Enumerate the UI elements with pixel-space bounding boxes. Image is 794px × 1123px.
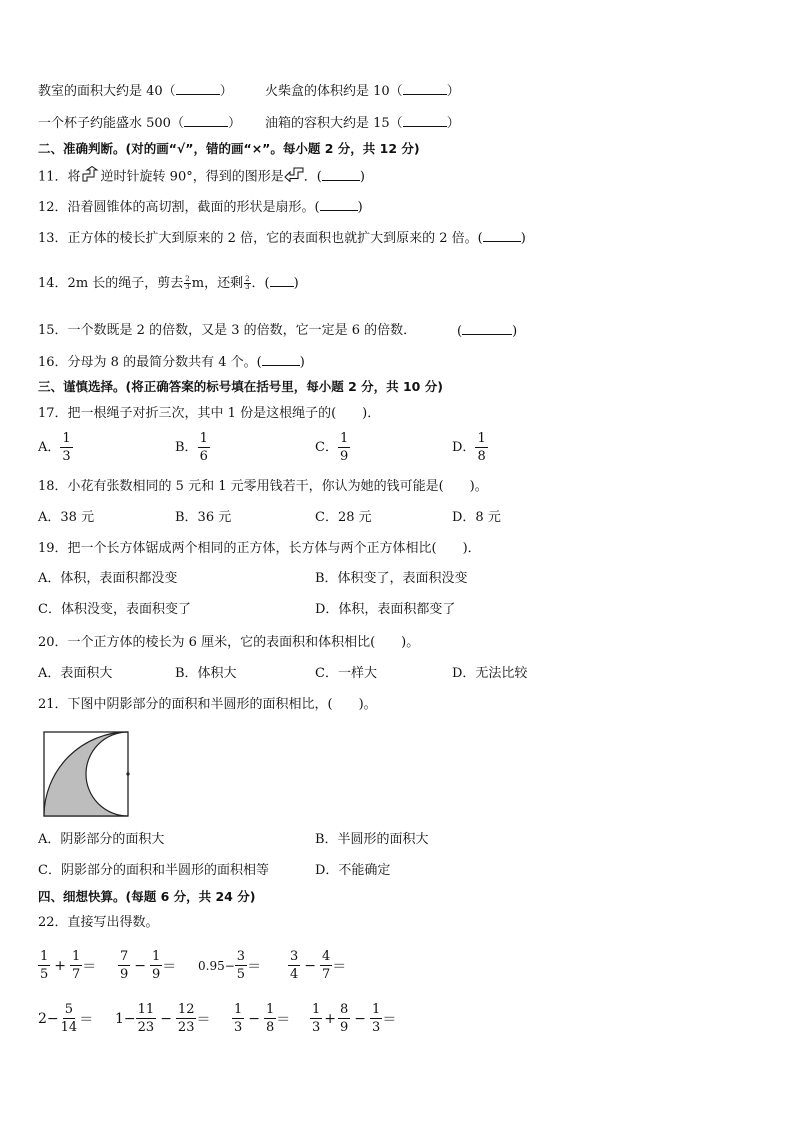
answer-blank[interactable] <box>184 114 228 127</box>
fraction: $\frac{1}{9}$ <box>339 431 349 464</box>
rotated-arrow-shape-icon <box>284 166 304 188</box>
question-15-answer: ( ) <box>457 324 518 339</box>
option-19-d[interactable]: D．体积，表面积都变了 <box>315 602 456 617</box>
question-13: 13．正方体的棱长扩大到原来的 2 倍，它的表面积也就扩大到原来的 2 倍。( ) <box>38 231 526 246</box>
fill-line-2: 一个杯子约能盛水 500（ ） <box>38 116 241 131</box>
calc-2-4: $\frac{1}{3}$ + $\frac{8}{9}$ − $\frac{1}{3}$ ＝ <box>312 1002 397 1035</box>
question-21: 21．下图中阴影部分的面积和半圆形的面积相比，( )。 <box>38 697 377 712</box>
answer-blank[interactable] <box>462 322 512 335</box>
fill-line-1-right: 火柴盒的体积约是 10（ ） <box>265 84 460 99</box>
answer-blank[interactable] <box>270 274 294 287</box>
option-18-c[interactable]: C．28 元 <box>315 510 372 525</box>
option-21-a[interactable]: A．阴影部分的面积大 <box>38 832 165 847</box>
calc-1-1: $\frac{1}{5}$ + $\frac{1}{7}$ ＝ <box>40 949 97 982</box>
option-20-d[interactable]: D．无法比较 <box>452 666 528 681</box>
fill-line-2-right: 油箱的容积大约是 15（ ） <box>265 116 460 131</box>
question-12: 12．沿着圆锥体的高切割，截面的形状是扇形。( ) <box>38 200 363 215</box>
option-19-c[interactable]: C．体积没变，表面积变了 <box>38 602 191 617</box>
option-20-c[interactable]: C．一样大 <box>315 666 377 681</box>
fill-line-1-left: 教室的面积大约是 40（ <box>38 84 176 99</box>
option-18-d[interactable]: D．8 元 <box>452 510 501 525</box>
option-20-b[interactable]: B．体积大 <box>175 666 237 681</box>
shaded-area-figure <box>43 731 131 819</box>
question-15: 15．一个数既是 2 的倍数，又是 3 的倍数，它一定是 6 的倍数． <box>38 323 417 338</box>
option-17-c[interactable]: C． $\frac{1}{9}$ <box>315 431 349 464</box>
option-20-a[interactable]: A．表面积大 <box>38 666 113 681</box>
option-21-c[interactable]: C．阴影部分的面积和半圆形的面积相等 <box>38 863 269 878</box>
section-3-title: 三、谨慎选择。(将正确答案的标号填在括号里，每小题 2 分，共 10 分) <box>38 379 443 394</box>
question-17: 17．把一根绳子对折三次，其中 1 份是这根绳子的( )． <box>38 406 381 421</box>
option-18-b[interactable]: B．36 元 <box>175 510 232 525</box>
question-20: 20．一个正方体的棱长为 6 厘米，它的表面积和体积相比( )。 <box>38 635 420 650</box>
calc-1-2: $\frac{7}{9}$ − $\frac{1}{9}$ ＝ <box>120 949 177 982</box>
question-22: 22．直接写出得数。 <box>38 915 159 930</box>
fraction: $\frac{1}{6}$ <box>199 431 208 464</box>
option-21-b[interactable]: B．半圆形的面积大 <box>315 832 429 847</box>
calc-1-4: $\frac{3}{4}$ − $\frac{4}{7}$ ＝ <box>290 949 347 982</box>
calc-1-3: 0.95− $\frac{3}{5}$ ＝ <box>198 949 262 982</box>
question-11: 11．将 逆时针旋转 90°，得到的图形是 ．( ) <box>38 166 365 188</box>
section-2-title: 二、准确判断。(对的画“√”，错的画“×”。每小题 2 分，共 12 分) <box>38 141 420 156</box>
answer-blank[interactable] <box>322 168 360 181</box>
fraction-small: $\frac{2}{3}$ <box>185 275 190 291</box>
option-19-b[interactable]: B．体积变了，表面积没变 <box>315 571 468 586</box>
fraction: $\frac{1}{3}$ <box>62 431 71 464</box>
calc-2-2: 1− $\frac{11}{23}$ − $\frac{12}{23}$ ＝ <box>115 1002 211 1035</box>
answer-blank[interactable] <box>403 114 447 127</box>
answer-blank[interactable] <box>320 198 358 211</box>
section-4-title: 四、细想快算。(每题 6 分，共 24 分) <box>38 889 256 904</box>
arrow-shape-icon <box>81 166 101 188</box>
question-16: 16．分母为 8 的最简分数共有 4 个。( ) <box>38 355 305 370</box>
question-14: 14．2m 长的绳子，剪去 $\frac{2}{3}$ m，还剩 $\frac{2}{3}$ ．( ) <box>38 275 299 291</box>
answer-blank[interactable] <box>176 82 220 95</box>
answer-blank[interactable] <box>403 82 447 95</box>
option-19-a[interactable]: A．体积，表面积都没变 <box>38 571 178 586</box>
answer-blank[interactable] <box>262 353 300 366</box>
option-21-d[interactable]: D．不能确定 <box>315 863 391 878</box>
option-17-a[interactable]: A． $\frac{1}{3}$ <box>38 431 71 464</box>
question-18: 18．小花有张数相同的 5 元和 1 元零用钱若干，你认为她的钱可能是( )。 <box>38 479 488 494</box>
option-17-b[interactable]: B． $\frac{1}{6}$ <box>175 431 208 464</box>
option-17-d[interactable]: D． $\frac{1}{8}$ <box>452 431 486 464</box>
calc-2-3: $\frac{1}{3}$ − $\frac{1}{8}$ ＝ <box>234 1002 291 1035</box>
question-19: 19．把一个长方体锯成两个相同的正方体，长方体与两个正方体相比( )． <box>38 541 481 556</box>
fraction-small: $\frac{2}{3}$ <box>245 275 250 291</box>
answer-blank[interactable] <box>483 229 521 242</box>
option-18-a[interactable]: A．38 元 <box>38 510 95 525</box>
calc-2-1: 2− $\frac{5}{14}$ ＝ <box>38 1002 94 1035</box>
fraction: $\frac{1}{8}$ <box>477 431 486 464</box>
fill-line-1: 教室的面积大约是 40（ ） <box>38 84 233 99</box>
